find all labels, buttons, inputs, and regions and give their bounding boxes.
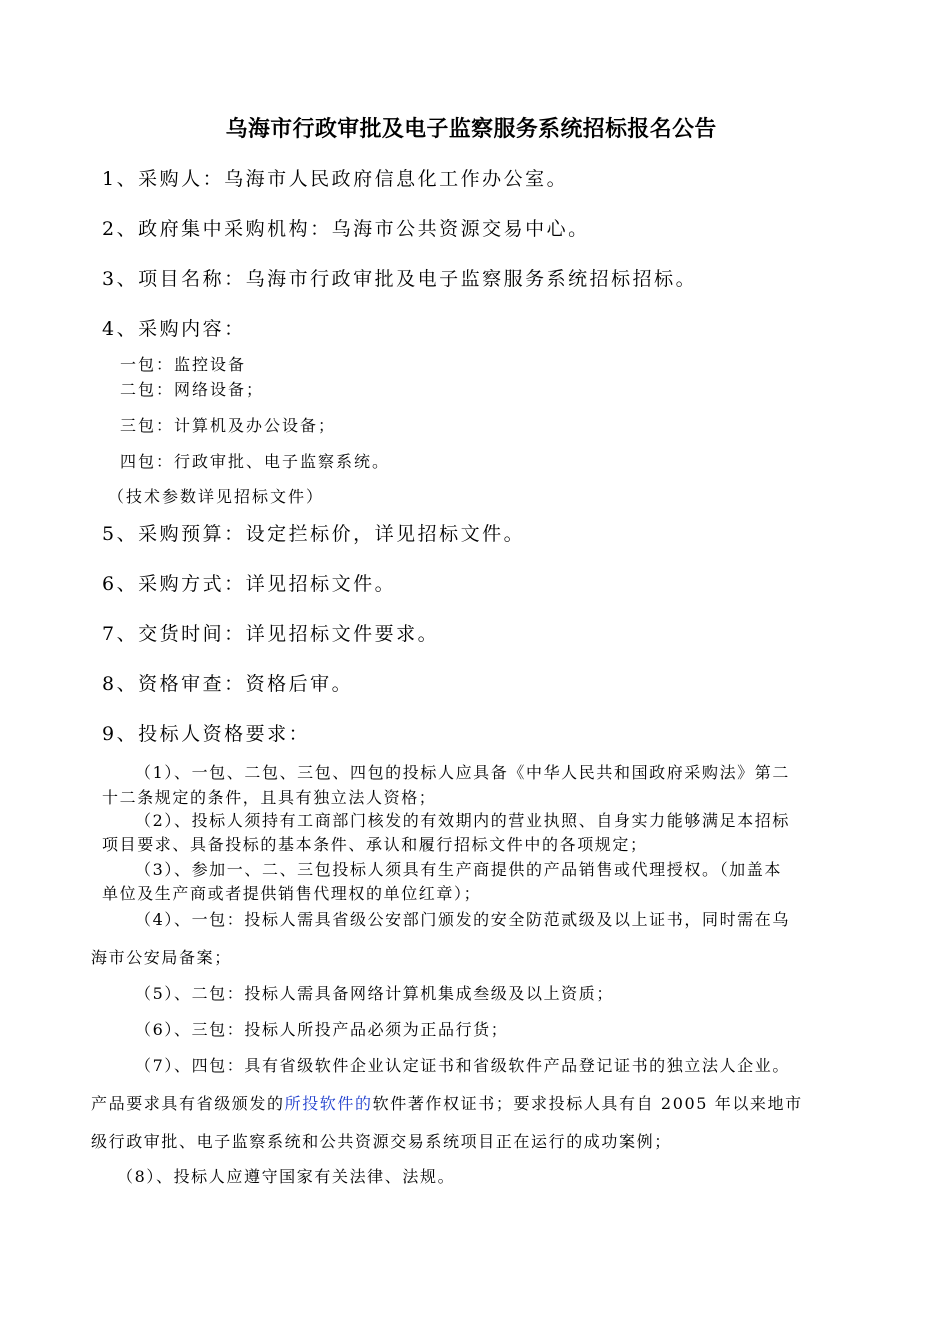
- req-1-line-1: （1）、一包、二包、三包、四包的投标人应具备《中华人民共和国政府采购法》第二: [135, 763, 790, 782]
- package-3: 三包：计算机及办公设备；: [120, 416, 337, 435]
- req-5: （5）、二包：投标人需具备网络计算机集成叁级及以上资质；: [135, 984, 614, 1003]
- item-agency: 2、政府集中采购机构：乌海市公共资源交易中心。: [102, 218, 590, 240]
- req-7-line-2-post: 软件著作权证书；要求投标人具有自 2005 年以来地市: [372, 1094, 803, 1113]
- req-7-line-2: [91, 1091, 803, 1114]
- item-content-heading: 4、采购内容：: [102, 318, 246, 340]
- req-4-line-1: （4）、一包：投标人需具省级公安部门颁发的安全防范贰级及以上证书，同时需在乌: [135, 910, 790, 929]
- req-4-line-2: 海市公安局备案；: [91, 948, 232, 967]
- req-7-line-1: （7）、四包：具有省级软件企业认定证书和省级软件产品登记证书的独立法人企业。: [135, 1056, 790, 1075]
- req-3-line-2: 单位及生产商或者提供销售代理权的单位红章）；: [102, 884, 482, 903]
- item-budget: 5、采购预算：设定拦标价，详见招标文件。: [102, 523, 526, 545]
- req-3-line-1: （3）、参加一、二、三包投标人须具有生产商提供的产品销售或代理授权。（加盖本: [135, 860, 782, 879]
- req-2-line-2: 项目要求、具备投标的基本条件、承认和履行招标文件中的各项规定；: [102, 835, 648, 854]
- req-6: （6）、三包：投标人所投产品必须为正品行货；: [135, 1020, 509, 1039]
- package-4: 四包：行政审批、电子监察系统。: [120, 452, 391, 471]
- item-purchaser: 1、采购人：乌海市人民政府信息化工作办公室。: [102, 168, 569, 190]
- req-8: （8）、投标人应遵守国家有关法律、法规。: [117, 1167, 456, 1186]
- req-2-line-1: （2）、投标人须持有工商部门核发的有效期内的营业执照、自身实力能够满足本招标: [135, 811, 790, 830]
- package-2: 二包：网络设备；: [120, 380, 265, 399]
- tech-note: （技术参数详见招标文件）: [108, 487, 325, 506]
- software-link-text: 所投软件的: [284, 1094, 373, 1113]
- document-title: 乌海市行政审批及电子监察服务系统招标报名公告: [225, 117, 717, 142]
- item-bidder-requirements: 9、投标人资格要求：: [102, 723, 311, 745]
- req-7-line-2-pre: 产品要求具有省级颁发的: [91, 1094, 285, 1113]
- item-method: 6、采购方式：详见招标文件。: [102, 573, 397, 595]
- item-project-name: 3、项目名称：乌海市行政审批及电子监察服务系统招标招标。: [102, 268, 698, 290]
- item-delivery: 7、交货时间：详见招标文件要求。: [102, 623, 440, 645]
- package-1: 一包：监控设备: [120, 355, 247, 374]
- item-qualification-review: 8、资格审查：资格后审。: [102, 673, 354, 695]
- req-1-line-2: 十二条规定的条件，且具有独立法人资格；: [102, 788, 437, 807]
- req-7-line-3: 级行政审批、电子监察系统和公共资源交易系统项目正在运行的成功案例；: [91, 1132, 672, 1151]
